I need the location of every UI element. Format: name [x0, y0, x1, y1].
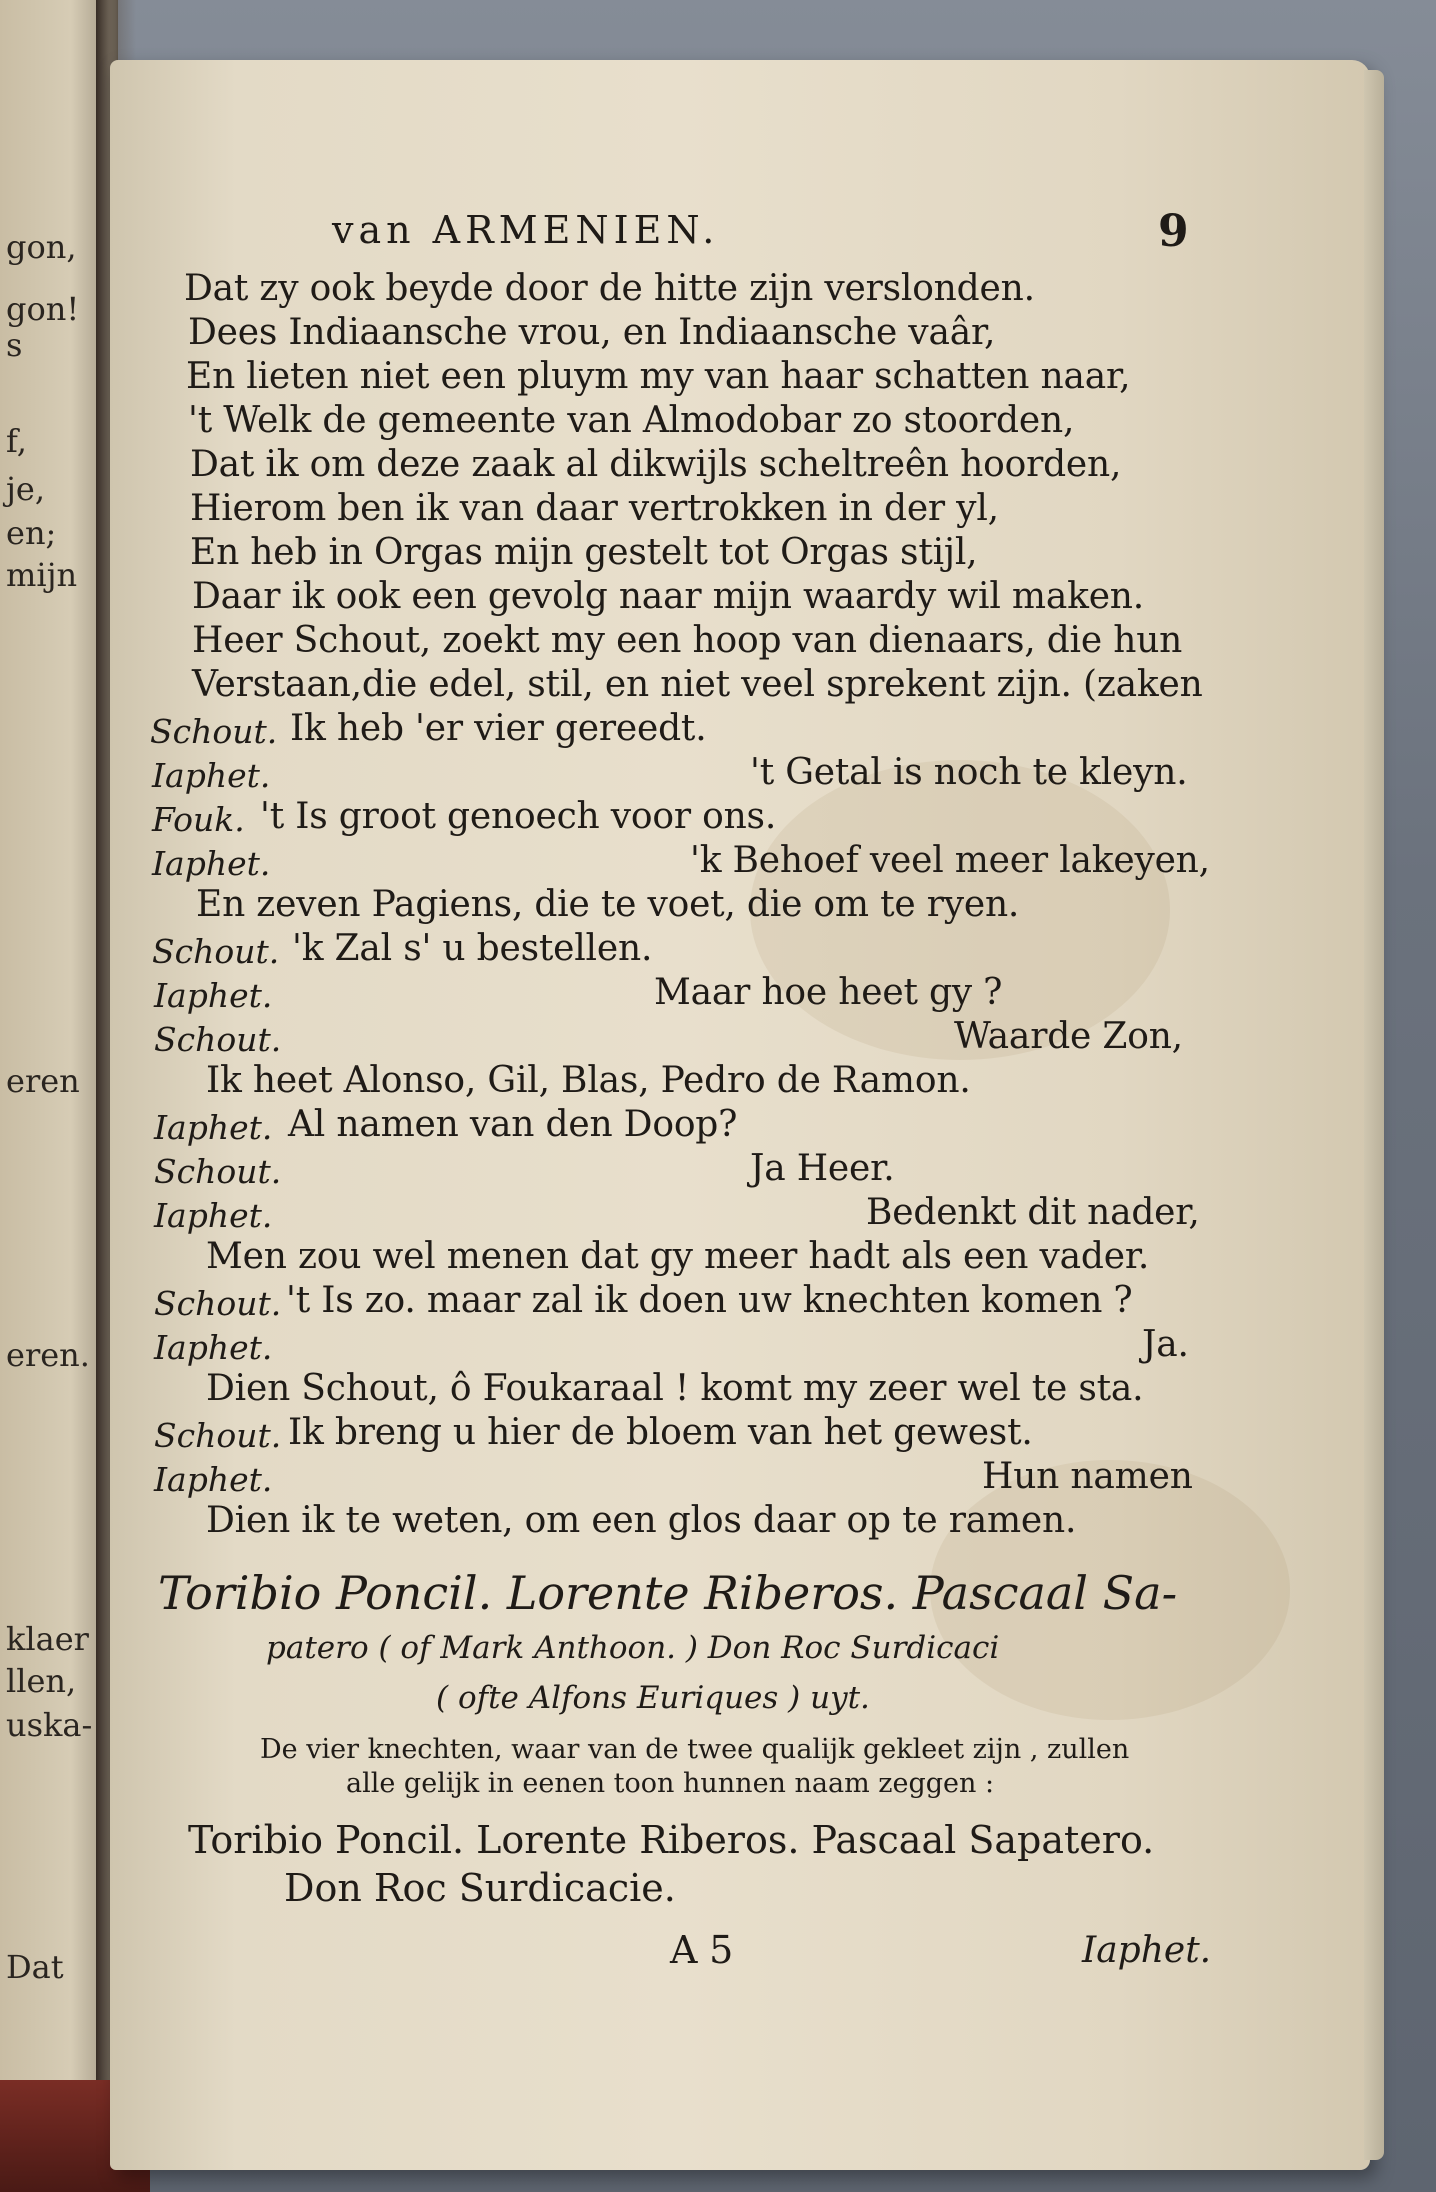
verse-line: 't Is groot genoech voor ons. [260, 796, 777, 837]
facing-fragment: s [6, 326, 23, 364]
verse-line: Waarde Zon, [954, 1016, 1183, 1057]
facing-fragment: llen, [6, 1662, 77, 1700]
facing-fragment: mijn [6, 556, 78, 594]
verse-line: Al namen van den Doop? [288, 1104, 738, 1145]
verse-line: 'k Behoef veel meer lakeyen, [690, 840, 1210, 881]
cast-line: patero ( of Mark Anthoon. ) Don Roc Surdicaci [266, 1630, 1000, 1666]
speaker-label: Iaphet. [154, 976, 273, 1015]
speaker-label: Iaphet. [152, 756, 271, 795]
verse-line: Dien Schout, ô Foukaraal ! komt my zeer wel te sta. [206, 1368, 1144, 1409]
speaker-label: Iaphet. [154, 1108, 273, 1147]
verse-line: Ik heb 'er vier gereedt. [290, 708, 707, 749]
facing-fragment: eren. [6, 1336, 90, 1374]
facing-fragment: eren [6, 1062, 80, 1100]
speaker-label: Schout. [150, 712, 278, 751]
verse-line: Dat zy ook beyde door de hitte zijn verslonden. [184, 268, 1035, 309]
verse-line: En zeven Pagiens, die te voet, die om te ryen. [196, 884, 1020, 925]
verse-line: Ja. [1142, 1324, 1189, 1365]
speaker-label: Iaphet. [154, 1460, 273, 1499]
verse-line: Ik breng u hier de bloem van het gewest. [288, 1412, 1033, 1453]
speaker-label: Iaphet. [152, 844, 271, 883]
page-edge [1364, 70, 1384, 2160]
verse-line: 't Getal is noch te kleyn. [750, 752, 1188, 793]
facing-fragment: uska- [6, 1706, 93, 1744]
facing-fragment: gon, [6, 228, 77, 266]
verse-line: Dees Indiaansche vrou, en Indiaansche vaâr, [188, 312, 996, 353]
facing-fragment: je, [6, 470, 46, 508]
verse-line: Ja Heer. [750, 1148, 895, 1189]
verse-line: Men zou wel menen dat gy meer hadt als een vader. [206, 1236, 1150, 1277]
facing-fragment: Dat [6, 1948, 64, 1986]
verse-line: Hierom ben ik van daar vertrokken in der yl, [190, 488, 999, 529]
stage-direction: De vier knechten, waar van de twee qualijk gekleet zijn , zullen [260, 1734, 1130, 1765]
verse-line: Verstaan,die edel, stil, en niet veel sprekent zijn. (zaken [192, 664, 1203, 705]
verse-line: Heer Schout, zoekt my een hoop van dienaars, die hun [192, 620, 1183, 661]
verse-line: Hun namen [982, 1456, 1193, 1497]
verse-line: Maar hoe heet gy ? [654, 972, 1003, 1013]
verse-line: En lieten niet een pluym my van haar schatten naar, [186, 356, 1131, 397]
speaker-label: Schout. [154, 1284, 282, 1323]
speaker-label: Schout. [154, 1152, 282, 1191]
speaker-label: Schout. [154, 1416, 282, 1455]
speaker-label: Fouk. [152, 800, 245, 839]
speaker-label: Iaphet. [154, 1328, 273, 1367]
cast-line: ( ofte Alfons Euriques ) uyt. [436, 1680, 870, 1716]
verse-line: En heb in Orgas mijn gestelt tot Orgas stijl, [190, 532, 978, 573]
facing-fragment: klaer [6, 1620, 89, 1658]
stage-direction: alle gelijk in eenen toon hunnen naam zeggen : [346, 1768, 995, 1799]
running-title: van ARMENIEN. [332, 208, 720, 252]
page-number: 9 [1158, 206, 1189, 257]
verse-line: 'k Zal s' u bestellen. [292, 928, 653, 969]
cast-line: Toribio Poncil. Lorente Riberos. Pascaal Sa- [158, 1566, 1178, 1620]
speaker-label: Schout. [154, 1020, 282, 1059]
verse-line: 't Welk de gemeente van Almodobar zo stoorden, [188, 400, 1075, 441]
verse-line: Dat ik om deze zaak al dikwijls scheltreên hoorden, [190, 444, 1122, 485]
signature-mark: A 5 [670, 1928, 734, 1972]
verse-line: Daar ik ook een gevolg naar mijn waardy wil maken. [192, 576, 1145, 617]
speaker-label: Iaphet. [154, 1196, 273, 1235]
facing-fragment: en; [6, 514, 57, 552]
book-page [110, 60, 1370, 2170]
verse-line: Dien ik te weten, om een glos daar op te ramen. [206, 1500, 1077, 1541]
verse-line: 't Is zo. maar zal ik doen uw knechten komen ? [286, 1280, 1133, 1321]
names-line: Don Roc Surdicacie. [284, 1866, 676, 1910]
verse-line: Ik heet Alonso, Gil, Blas, Pedro de Ramon. [206, 1060, 971, 1101]
names-line: Toribio Poncil. Lorente Riberos. Pascaal Sapatero. [188, 1818, 1155, 1862]
verse-line: Bedenkt dit nader, [866, 1192, 1200, 1233]
speaker-label: Schout. [152, 932, 280, 971]
facing-fragment: f, [6, 422, 27, 460]
facing-fragment: gon! [6, 290, 80, 328]
catchword: Iaphet. [1082, 1930, 1212, 1971]
